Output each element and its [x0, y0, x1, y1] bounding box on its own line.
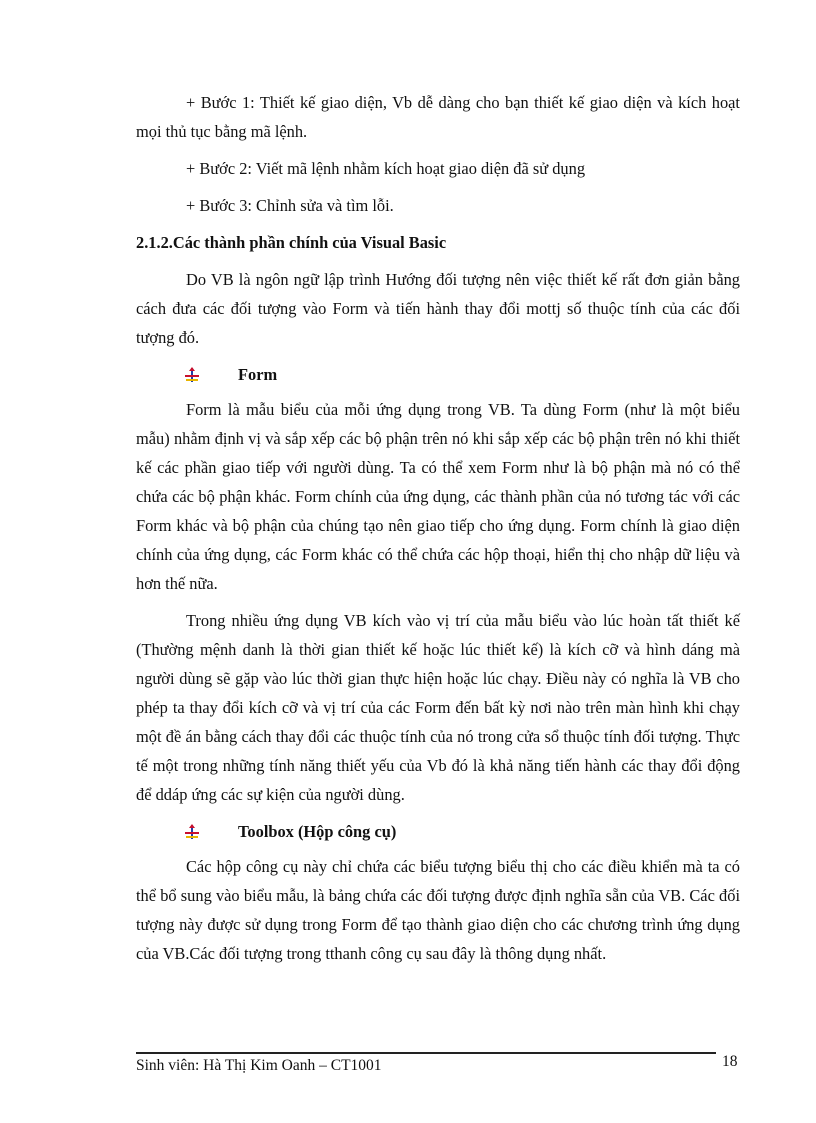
- form-heading-label: Form: [238, 365, 278, 384]
- form-paragraph-2: Trong nhiều ứng dụng VB kích vào vị trí của mẫu biểu vào lúc hoàn tất thiết kế (Thường mệnh danh là thời gian thiết kế hoặc lúc thiết kế) là kích cỡ và hình dáng mà người dùng sẽ gặp vào lúc thời gian thực hiện hoặc lúc chạy. Điều này có nghĩa là VB cho phép ta thay đổi kích cỡ và vị trí của các Form đến bất kỳ nơi nào trên màn hình khi chạy một đề án bằng cách thay đổi các thuộc tính của nó trong cửa sổ thuộc tính đối tượng. Thực tế một trong những tính năng thiết yếu của Vb đó là khả năng tiến hành các thay đổi động để ddáp ứng các sự kiện của người dùng.: [136, 611, 740, 804]
- cross-arrow-bullet-icon: [184, 824, 200, 840]
- footer-student: Sinh viên: Hà Thị Kim Oanh – CT1001: [136, 1057, 382, 1074]
- step-1-paragraph: + Bước 1: Thiết kế giao diện, Vb dễ dàng cho bạn thiết kế giao diện và kích hoạt mọi thủ tục bằng mã lệnh.: [136, 93, 740, 141]
- toolbox-paragraph-1: Các hộp công cụ này chỉ chứa các biểu tượng biểu thị cho các điều khiển mà ta có thể bổ sung vào biểu mẫu, là bảng chứa các đối tượng được định nghĩa sẵn của VB. Các đối tượng này được sử dụng trong Form để tạo thành giao diện cho các chương trình ứng dụng của VB.Các đối tượng trong tthanh công cụ sau đây là thông dụng nhất.: [136, 857, 740, 963]
- toolbox-heading-label: Toolbox (Hộp công cụ): [238, 822, 397, 841]
- toolbox-heading: [136, 817, 740, 846]
- footer-divider: [136, 1052, 716, 1054]
- section-intro-paragraph: Do VB là ngôn ngữ lập trình Hướng đối tượng nên việc thiết kế rất đơn giản bằng cách đưa các đối tượng vào Form và tiến hành thay đổi mottj số thuộc tính của các đối tượng đó.: [136, 270, 740, 347]
- section-heading: 2.1.2.Các thành phần chính của Visual Basic: [136, 233, 447, 252]
- page-number: 18: [722, 1053, 738, 1070]
- form-heading: [136, 360, 740, 389]
- page-content: [136, 88, 740, 976]
- cross-arrow-bullet-icon: [184, 367, 200, 383]
- step-2-paragraph: + Bước 2: Viết mã lệnh nhằm kích hoạt giao diện đã sử dụng: [186, 159, 586, 178]
- step-3-paragraph: + Bước 3: Chỉnh sửa và tìm lỗi.: [186, 196, 394, 215]
- form-paragraph-1: Form là mẫu biểu của mỗi ứng dụng trong VB. Ta dùng Form (như là một biểu mẫu) nhằm định vị và sắp xếp các bộ phận trên nó khi sắp xếp các bộ phận trên nó khi thiết kế các phần giao tiếp với người dùng. Ta có thể xem Form như là bộ phận mà nó có thể chứa các bộ phận khác. Form chính của ứng dụng, các thành phần của nó tương tác với các Form khác và bộ phận của chúng tạo nên giao tiếp cho ứng dụng. Form chính là giao diện chính của ứng dụng, các Form khác có thể chứa các hộp thoại, hiển thị cho nhập dữ liệu và hơn thế nữa.: [136, 400, 740, 593]
